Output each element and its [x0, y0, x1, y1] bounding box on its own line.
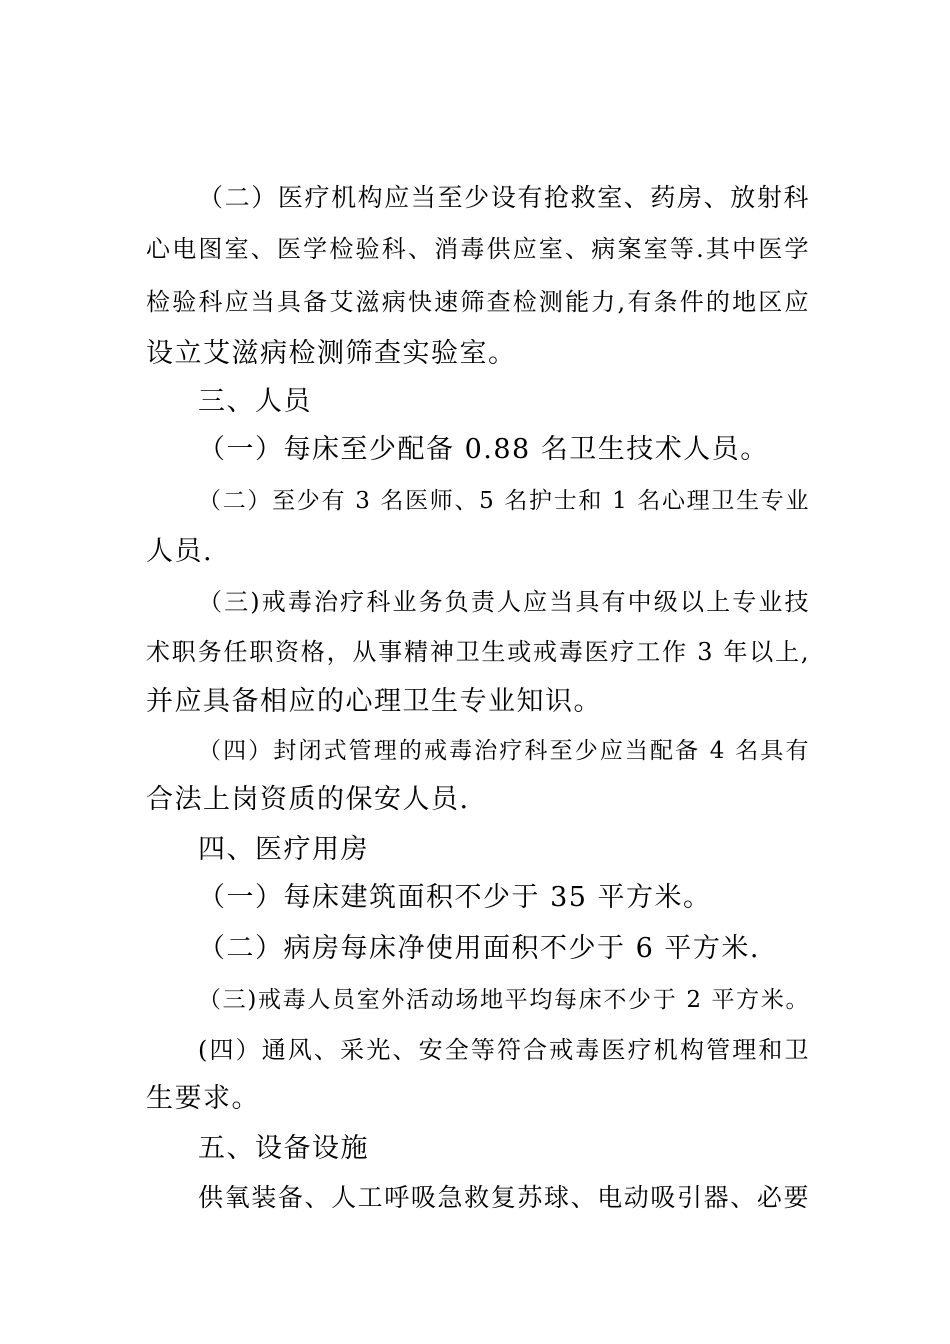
section-heading: 五、设备设施	[198, 1133, 369, 1164]
text-line: 检验科应当具备艾滋病快速筛查检测能力,有条件的地区应	[146, 288, 810, 316]
text-line: 人员.	[146, 536, 214, 567]
text-line: （二）病房每床净使用面积不少于 6 平方米.	[198, 933, 760, 964]
text-line: 合法上岗资质的保安人员.	[146, 784, 470, 815]
text-line: 供氧装备、人工呼吸急救复苏球、电动吸引器、必要	[198, 1183, 810, 1212]
text-line: （一）每床建筑面积不少于 35 平方米。	[198, 882, 712, 913]
text-line: （二）医疗机构应当至少设有抢救室、药房、放射科	[198, 183, 810, 212]
text-line: 术职务任职资格，从事精神卫生或戒毒医疗工作 3 年以上,	[146, 638, 810, 666]
text-line: 设立艾滋病检测筛查实验室。	[146, 338, 517, 369]
section-heading: 三、人员	[198, 386, 312, 417]
text-line: 并应具备相应的心理卫生专业知识。	[146, 686, 602, 717]
text-line: (四）通风、采光、安全等符合戒毒医疗机构管理和卫	[198, 1036, 810, 1064]
text-line: （三)戒毒治疗科业务负责人应当具有中级以上专业技	[198, 588, 810, 616]
text-line: （一）每床至少配备 0.88 名卫生技术人员。	[198, 434, 769, 465]
text-line: 生要求。	[146, 1083, 260, 1114]
text-line: （三)戒毒人员室外活动场地平均每床不少于 2 平方米。	[198, 987, 810, 1013]
text-line: 心电图室、医学检验科、消毒供应室、病案室等.其中医学	[146, 235, 810, 263]
text-line: （二）至少有 3 名医师、5 名护士和 1 名心理卫生专业	[198, 488, 810, 514]
section-heading: 四、医疗用房	[198, 834, 369, 865]
text-line: （四）封闭式管理的戒毒治疗科至少应当配备 4 名具有	[198, 738, 810, 764]
